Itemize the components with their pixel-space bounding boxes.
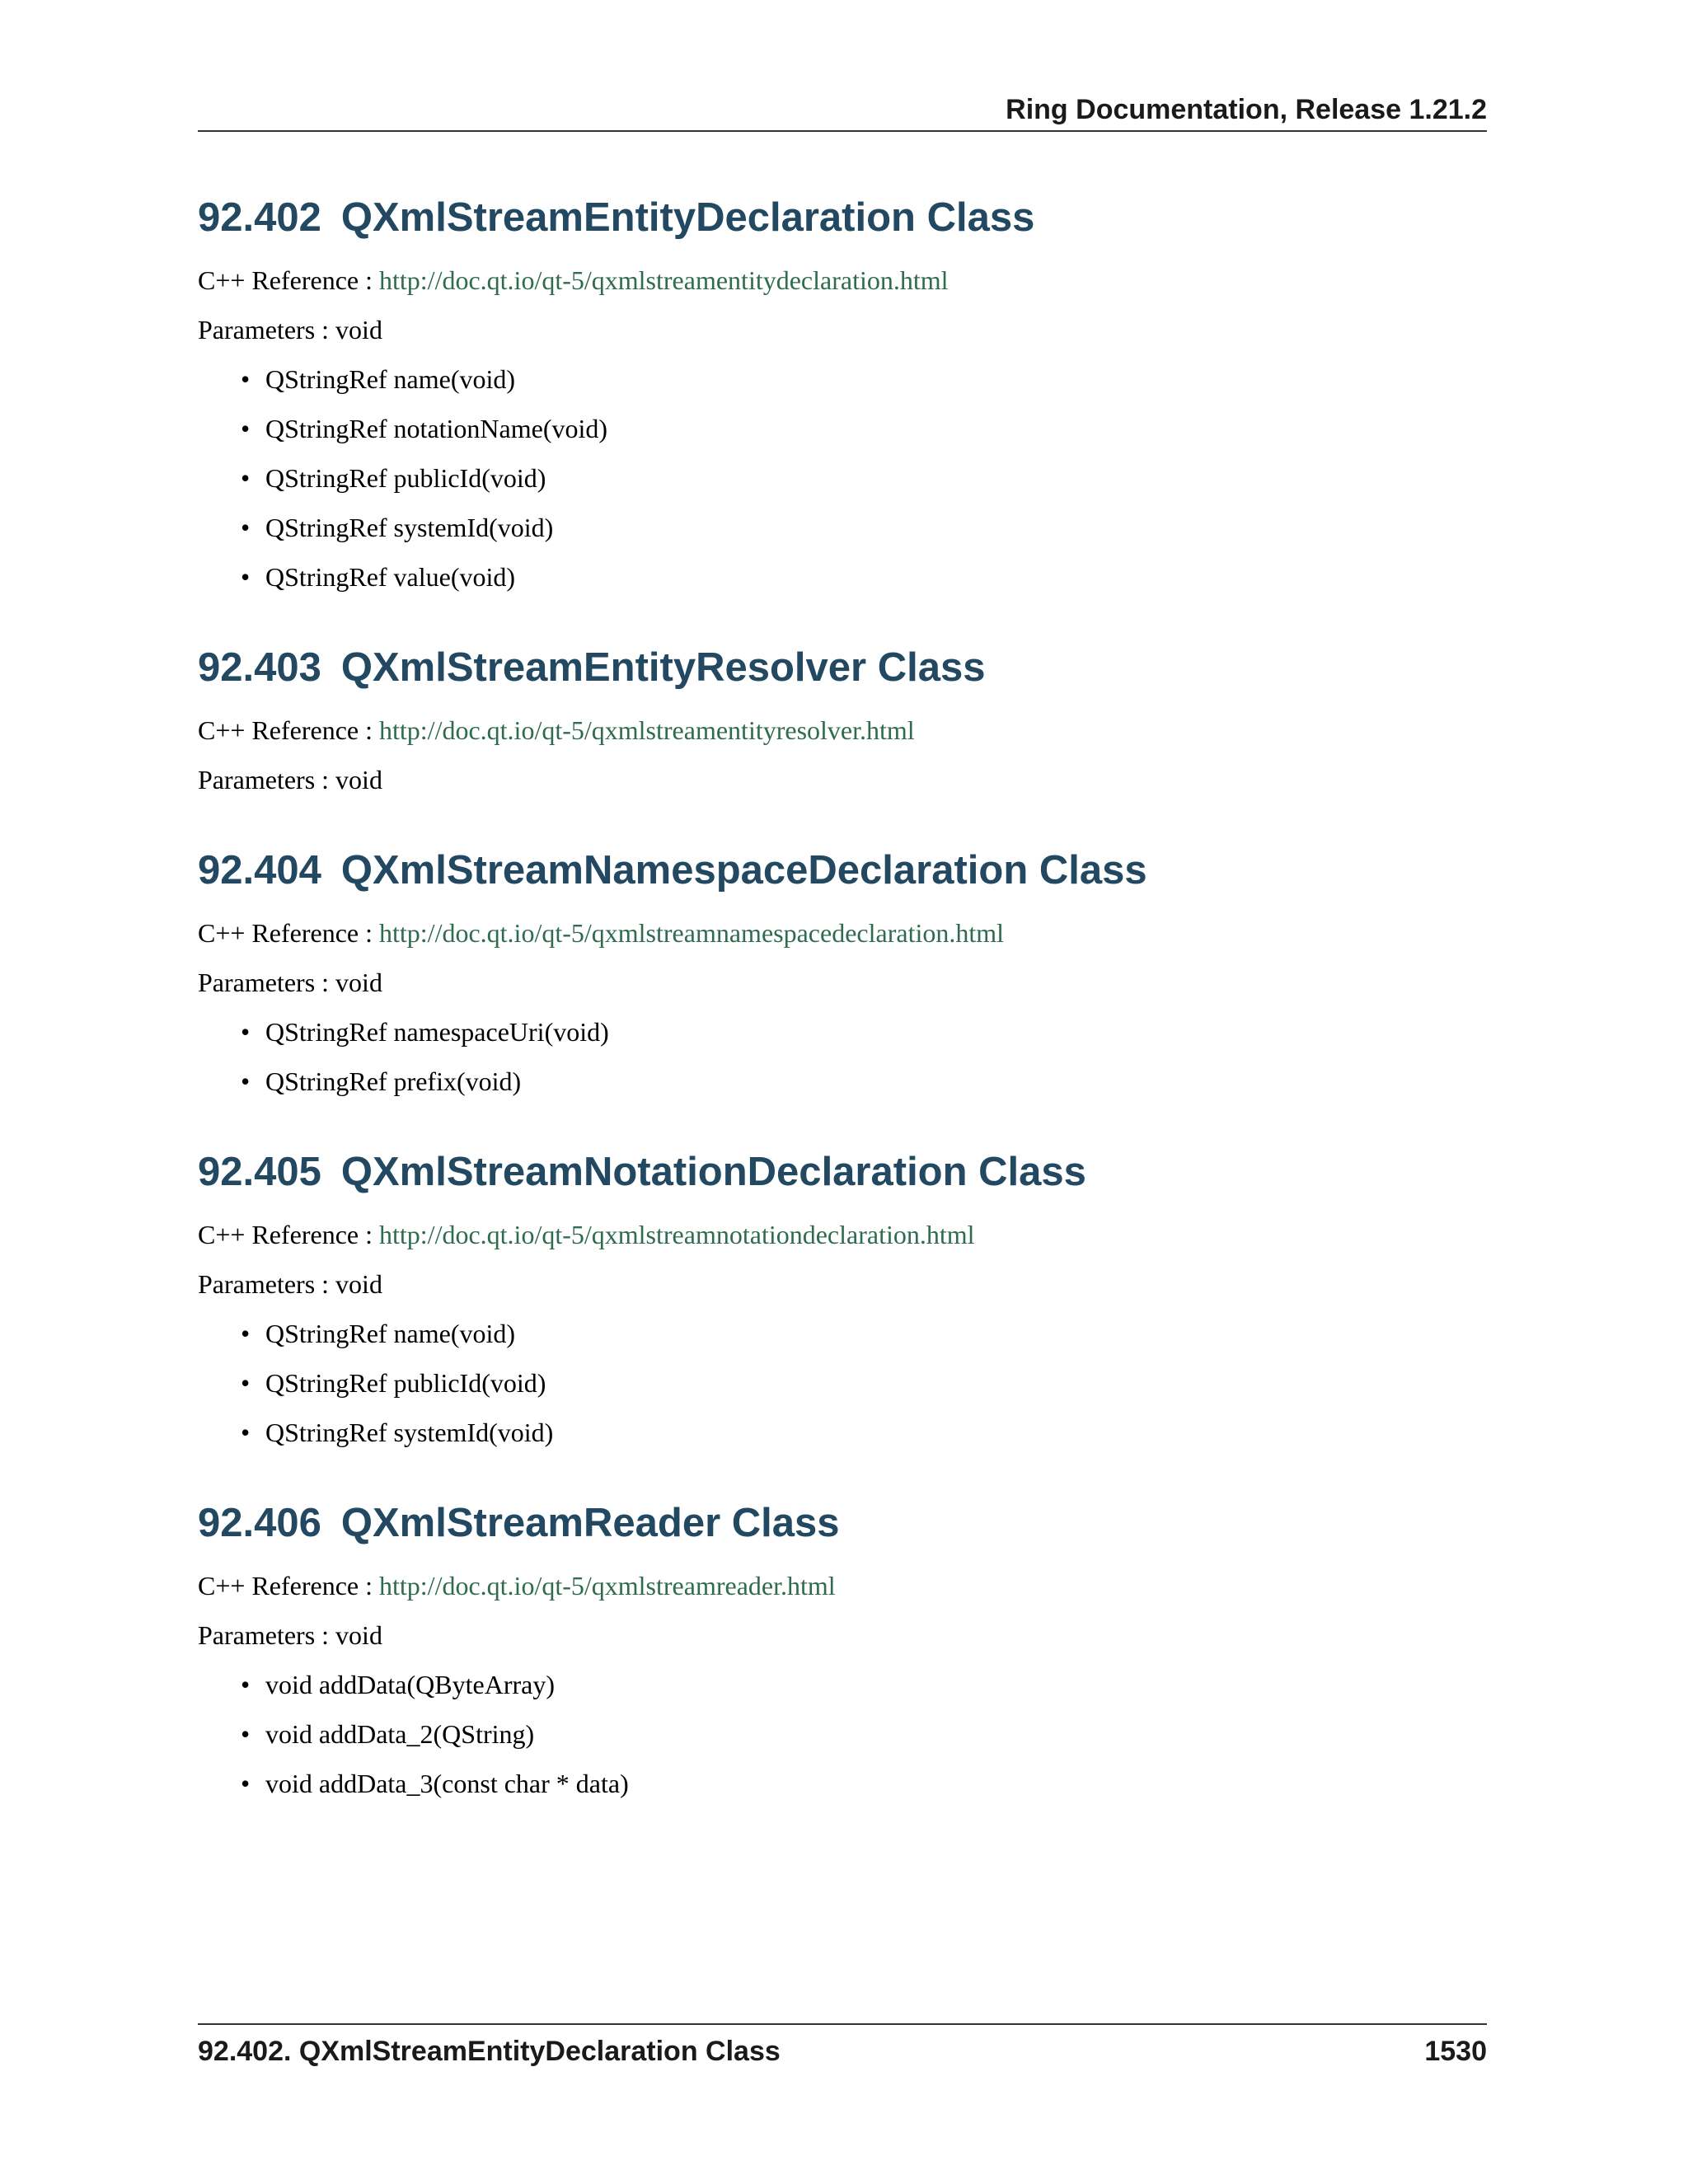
reference-label: C++ Reference : bbox=[198, 918, 373, 948]
page-header bbox=[198, 92, 1487, 132]
list-item: • QStringRef name(void) bbox=[241, 364, 516, 394]
footer-section-label: 92.402. QXmlStreamEntityDeclaration Class bbox=[198, 2036, 781, 2067]
list-item: • QStringRef prefix(void) bbox=[241, 1066, 522, 1096]
method-signature: void addData_3(const char * data) bbox=[265, 1769, 629, 1798]
method-signature: QStringRef systemId(void) bbox=[265, 513, 554, 542]
list-item: • QStringRef notationName(void) bbox=[241, 414, 608, 443]
reference-link[interactable]: http://doc.qt.io/qt-5/qxmlstreamentitydeclaration.html bbox=[379, 265, 949, 295]
list-item: • void addData_2(QString) bbox=[241, 1719, 535, 1749]
cpp-reference bbox=[198, 262, 1487, 298]
section-number: 92.403 bbox=[198, 645, 321, 690]
section-qxmlstreamentitydeclaration bbox=[198, 188, 1487, 595]
cpp-reference bbox=[198, 1216, 1487, 1253]
section-number: 92.404 bbox=[198, 848, 321, 893]
method-list bbox=[198, 1666, 1487, 1802]
list-item: • QStringRef publicId(void) bbox=[241, 463, 546, 493]
section-heading bbox=[198, 188, 1487, 247]
cpp-reference bbox=[198, 915, 1487, 951]
method-list bbox=[198, 1315, 1487, 1451]
list-item: • QStringRef namespaceUri(void) bbox=[241, 1017, 609, 1047]
method-signature: QStringRef namespaceUri(void) bbox=[265, 1017, 609, 1047]
section-number: 92.405 bbox=[198, 1150, 321, 1194]
method-signature: QStringRef prefix(void) bbox=[265, 1066, 522, 1096]
section-title: QXmlStreamNamespaceDeclaration Class bbox=[340, 848, 1147, 893]
list-item: • QStringRef systemId(void) bbox=[241, 513, 554, 542]
method-signature: QStringRef value(void) bbox=[265, 562, 516, 592]
section-title: QXmlStreamEntityDeclaration Class bbox=[340, 195, 1035, 240]
method-signature: QStringRef notationName(void) bbox=[265, 414, 608, 443]
parameters-line: Parameters : void bbox=[198, 765, 382, 794]
list-item: • QStringRef systemId(void) bbox=[241, 1418, 554, 1447]
reference-label: C++ Reference : bbox=[198, 1571, 373, 1601]
reference-link[interactable]: http://doc.qt.io/qt-5/qxmlstreamentityresolver.html bbox=[379, 715, 915, 745]
list-item: • void addData_3(const char * data) bbox=[241, 1769, 629, 1798]
section-qxmlstreamentityresolver bbox=[198, 638, 1487, 798]
cpp-reference bbox=[198, 1568, 1487, 1604]
list-item: • QStringRef publicId(void) bbox=[241, 1368, 546, 1398]
reference-link[interactable]: http://doc.qt.io/qt-5/qxmlstreamnotationdeclaration.html bbox=[379, 1220, 975, 1249]
section-qxmlstreamreader bbox=[198, 1493, 1487, 1802]
page-number: 1530 bbox=[1424, 2036, 1487, 2067]
reference-label: C++ Reference : bbox=[198, 265, 373, 295]
page-content bbox=[198, 188, 1487, 1815]
list-item: • QStringRef name(void) bbox=[241, 1319, 516, 1348]
section-qxmlstreamnotationdeclaration bbox=[198, 1142, 1487, 1451]
method-signature: QStringRef publicId(void) bbox=[265, 463, 546, 493]
section-title: QXmlStreamEntityResolver Class bbox=[340, 645, 986, 690]
method-signature: QStringRef name(void) bbox=[265, 364, 516, 394]
section-qxmlstreamnamespacedeclaration bbox=[198, 841, 1487, 1099]
section-heading bbox=[198, 638, 1487, 697]
method-signature: QStringRef name(void) bbox=[265, 1319, 516, 1348]
section-title: QXmlStreamNotationDeclaration Class bbox=[340, 1150, 1086, 1194]
method-signature: void addData_2(QString) bbox=[265, 1719, 535, 1749]
method-list bbox=[198, 361, 1487, 595]
method-signature: QStringRef systemId(void) bbox=[265, 1418, 554, 1447]
list-item: • QStringRef value(void) bbox=[241, 562, 516, 592]
section-heading bbox=[198, 841, 1487, 900]
method-signature: void addData(QByteArray) bbox=[265, 1670, 555, 1699]
reference-link[interactable]: http://doc.qt.io/qt-5/qxmlstreamreader.html bbox=[379, 1571, 836, 1601]
parameters-line: Parameters : void bbox=[198, 968, 382, 997]
method-signature: QStringRef publicId(void) bbox=[265, 1368, 546, 1398]
section-heading bbox=[198, 1493, 1487, 1553]
page-footer bbox=[198, 2023, 1487, 2069]
parameters-line: Parameters : void bbox=[198, 1269, 382, 1299]
parameters-line: Parameters : void bbox=[198, 315, 382, 344]
parameters-line: Parameters : void bbox=[198, 1620, 382, 1650]
section-title: QXmlStreamReader Class bbox=[340, 1501, 840, 1545]
section-heading bbox=[198, 1142, 1487, 1202]
method-list bbox=[198, 1014, 1487, 1099]
section-number: 92.406 bbox=[198, 1501, 321, 1545]
reference-label: C++ Reference : bbox=[198, 1220, 373, 1249]
reference-link[interactable]: http://doc.qt.io/qt-5/qxmlstreamnamespacedeclaration.html bbox=[379, 918, 1005, 948]
cpp-reference bbox=[198, 712, 1487, 748]
reference-label: C++ Reference : bbox=[198, 715, 373, 745]
section-number: 92.402 bbox=[198, 195, 321, 240]
list-item: • void addData(QByteArray) bbox=[241, 1670, 555, 1699]
document-title: Ring Documentation, Release 1.21.2 bbox=[1006, 94, 1487, 125]
